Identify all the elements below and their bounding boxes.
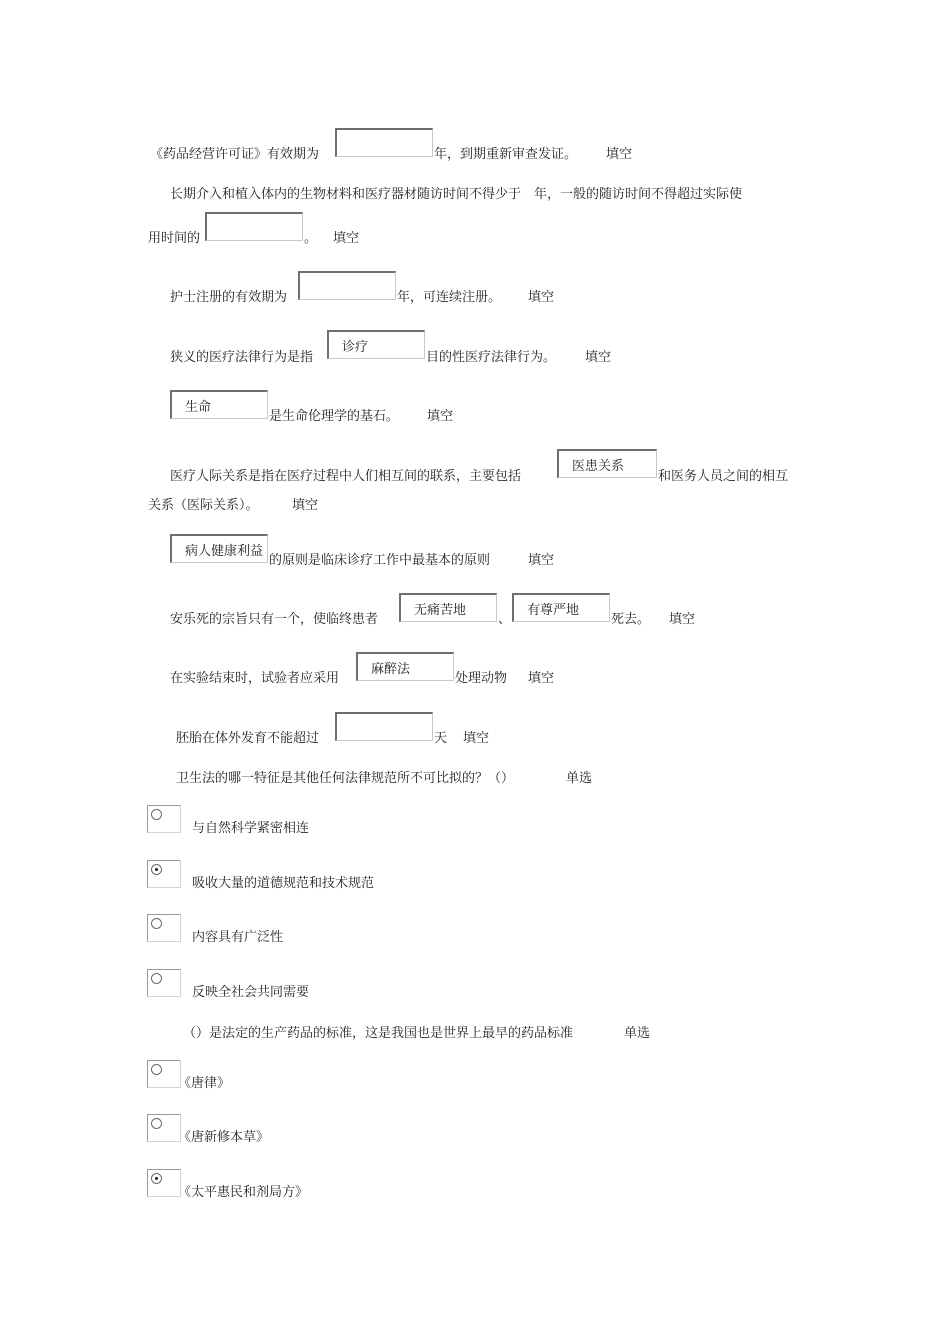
q12-type-label: 单选 — [624, 1026, 651, 1041]
q9-type-label: 填空 — [528, 671, 555, 686]
q11-option-4-label: 反映全社会共同需要 — [192, 985, 310, 1000]
q1-type-label: 填空 — [606, 147, 633, 162]
q12-option-1-label: 《唐律》 — [178, 1076, 231, 1091]
q6-answer-field[interactable]: 医患关系 — [557, 449, 657, 478]
radio-circle-icon — [151, 973, 162, 984]
q11-option-1-radio[interactable] — [147, 805, 181, 833]
q12-option-1-radio[interactable] — [147, 1060, 181, 1088]
radio-circle-icon — [151, 864, 162, 875]
q9-suffix: 处理动物 — [455, 671, 508, 686]
q1-answer-field[interactable] — [335, 128, 433, 157]
q12-option-3-radio[interactable] — [147, 1169, 181, 1197]
q10-type-label: 填空 — [463, 731, 490, 746]
q11-option-3-radio[interactable] — [147, 914, 181, 942]
q4-suffix: 目的性医疗法律行为。 — [426, 350, 557, 365]
q11-option-2-radio[interactable] — [147, 860, 181, 888]
q11-question: 卫生法的哪一特征是其他任何法律规范所不可比拟的？（） — [176, 771, 515, 786]
q6-suffix: 和医务人员之间的相互 — [658, 469, 789, 484]
radio-dot-icon — [155, 1177, 158, 1180]
q6-prompt-line2: 关系（医际关系）。 — [148, 498, 259, 513]
q11-option-4-radio[interactable] — [147, 969, 181, 997]
q7-answer-field[interactable]: 病人健康利益 — [170, 534, 268, 563]
radio-circle-icon — [151, 1118, 162, 1129]
q12-question: （）是法定的生产药品的标准，这是我国也是世界上最早的药品标准 — [183, 1026, 574, 1041]
q2-answer-field[interactable] — [205, 212, 303, 241]
q12-option-2-label: 《唐新修本草》 — [178, 1130, 270, 1145]
q10-suffix: 天 — [434, 731, 448, 746]
q11-option-1-label: 与自然科学紧密相连 — [192, 821, 310, 836]
q10-answer-field[interactable] — [335, 712, 433, 741]
q7-suffix: 的原则是临床诊疗工作中最基本的原则 — [269, 553, 491, 568]
radio-circle-icon — [151, 809, 162, 820]
q11-option-2-label: 吸收大量的道德规范和技术规范 — [192, 876, 375, 891]
q1-prompt: 《药品经营许可证》有效期为 — [150, 147, 320, 162]
q9-answer-field[interactable]: 麻醉法 — [356, 652, 454, 681]
q11-type-label: 单选 — [566, 771, 593, 786]
q8-suffix: 死去。 — [611, 612, 651, 627]
q5-suffix: 是生命伦理学的基石。 — [269, 409, 400, 424]
q4-type-label: 填空 — [585, 350, 612, 365]
q9-prompt: 在实验结束时，试验者应采用 — [170, 671, 340, 686]
q2-type-label: 填空 — [333, 231, 360, 246]
q8-prompt: 安乐死的宗旨只有一个，使临终患者 — [170, 612, 379, 627]
q7-type-label: 填空 — [528, 553, 555, 568]
q2-prompt-line1: 长期介入和植入体内的生物材料和医疗器材随访时间不得少于 年，一般的随访时间不得超过实际使 — [170, 187, 743, 202]
q3-type-label: 填空 — [528, 290, 555, 305]
q8-type-label: 填空 — [669, 612, 696, 627]
radio-circle-icon — [151, 918, 162, 929]
q3-suffix: 年，可连续注册。 — [397, 290, 502, 305]
q3-prompt: 护士注册的有效期为 — [170, 290, 288, 305]
q8-answer-field-2[interactable]: 有尊严地 — [512, 593, 610, 622]
q10-prompt: 胚胎在体外发育不能超过 — [176, 731, 320, 746]
q1-suffix: 年，到期重新审查发证。 — [434, 147, 578, 162]
q4-answer-field[interactable]: 诊疗 — [327, 330, 425, 359]
q6-prompt: 医疗人际关系是指在医疗过程中人们相互间的联系，主要包括 — [170, 469, 522, 484]
radio-circle-icon — [151, 1173, 162, 1184]
q2-suffix: 。 — [304, 231, 318, 246]
q5-type-label: 填空 — [427, 409, 454, 424]
radio-dot-icon — [155, 868, 158, 871]
q11-option-3-label: 内容具有广泛性 — [192, 930, 284, 945]
q2-prompt: 用时间的 — [148, 231, 201, 246]
q6-type-label: 填空 — [292, 498, 319, 513]
q8-answer-field-1[interactable]: 无痛苦地 — [399, 593, 497, 622]
q5-answer-field[interactable]: 生命 — [170, 390, 268, 419]
q3-answer-field[interactable] — [298, 271, 396, 300]
q8-separator: 、 — [498, 612, 512, 627]
radio-circle-icon — [151, 1064, 162, 1075]
q12-option-3-label: 《太平惠民和剂局方》 — [178, 1185, 309, 1200]
q4-prompt: 狭义的医疗法律行为是指 — [170, 350, 314, 365]
q12-option-2-radio[interactable] — [147, 1114, 181, 1142]
